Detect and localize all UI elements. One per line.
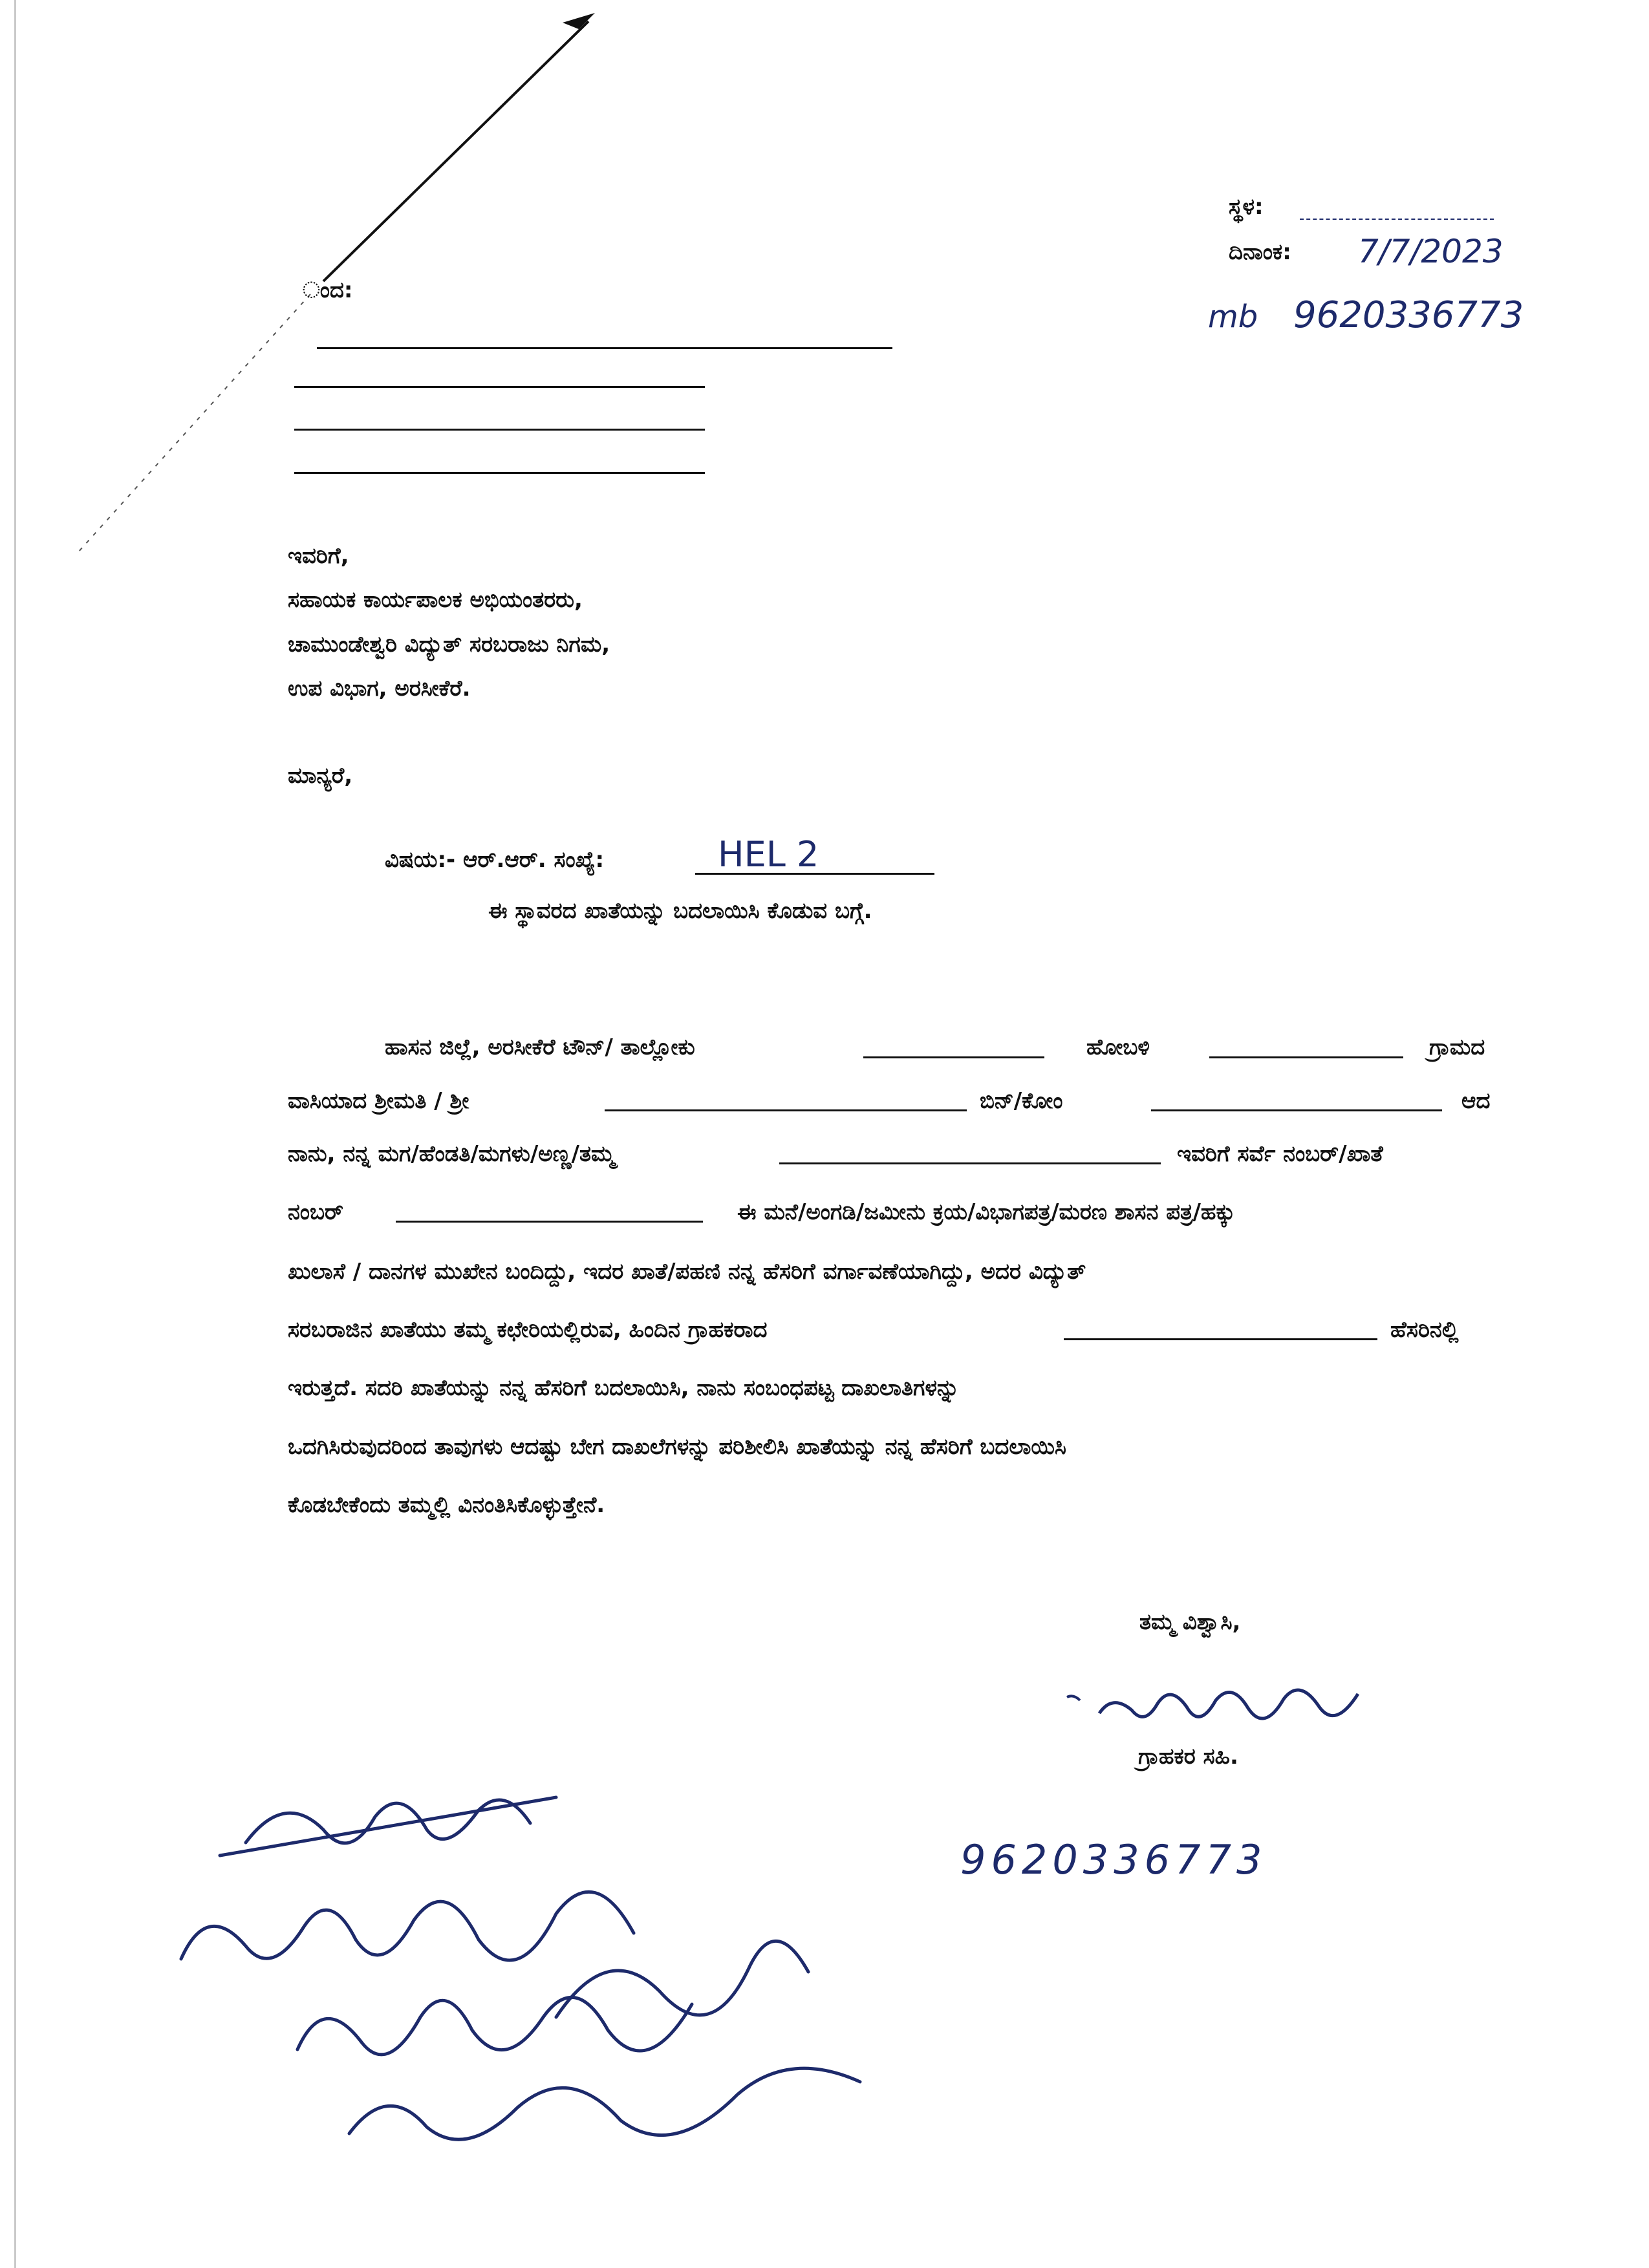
consumer-signature — [1061, 1668, 1371, 1746]
hobli-field — [1209, 1056, 1403, 1058]
body-line-8: ಒದಗಿಸಿರುವುದರಿಂದ ತಾವುಗಳು ಆದಷ್ಟು ಬೇಗ ದಾಖಲೆಗಳನ್ನು ಪರಿಶೀಲಿಸಿ ಖಾತೆಯನ್ನು ನನ್ನ ಹೆಸರಿಗೆ ಬದಲಾಯಿಸಿ — [288, 1434, 1066, 1460]
scan-edge — [14, 0, 16, 2268]
body-line-4b: ಈ ಮನೆ/ಅಂಗಡಿ/ಜಮೀನು ಕ್ರಯ/ವಿಭಾಗಪತ್ರ/ಮರಣ ಶಾಸನ ಪತ್ರ/ಹಕ್ಕು — [737, 1199, 1235, 1225]
sender-line-1 — [317, 347, 892, 349]
survey-number-field — [396, 1221, 703, 1223]
from-label: ಂದ: — [303, 277, 353, 303]
rr-number-line — [695, 873, 934, 875]
relation-field — [779, 1162, 1161, 1164]
mobile-value: 9620336773 — [1293, 294, 1524, 336]
mobile-label: mb — [1208, 299, 1258, 335]
body-line-9: ಕೊಡಬೇಕೆಂದು ತಮ್ಮಲ್ಲಿ ವಿನಂತಿಸಿಕೊಳ್ಳುತ್ತೇನೆ. — [288, 1492, 605, 1518]
body-line-3a: ನಾನು, ನನ್ನ ಮಗ/ಹೆಂಡತಿ/ಮಗಳು/ಅಣ್ಣ/ತಮ್ಮ — [288, 1141, 615, 1167]
body-line-4a: ನಂಬರ್ — [288, 1199, 343, 1225]
body-line-3b: ಇವರಿಗೆ ಸರ್ವೆ ನಂಬರ್/ಖಾತೆ — [1177, 1141, 1383, 1167]
father-husband-name-field — [1151, 1109, 1442, 1111]
taluk-field — [863, 1056, 1044, 1058]
recipient-line-2: ಚಾಮುಂಡೇಶ್ವರಿ ವಿದ್ಯುತ್ ಸರಬರಾಜು ನಿಗಮ, — [288, 632, 610, 658]
salutation: ಮಾನ್ಯರೆ, — [288, 763, 353, 789]
body-line-2b: ಬಿನ್/ಕೋಂ — [980, 1088, 1063, 1114]
body-line-1a: ಹಾಸನ ಜಿಲ್ಲೆ, ಅರಸೀಕೆರೆ ಟೌನ್/ ತಾಲ್ಲೋಕು — [385, 1034, 695, 1060]
subject-label: ವಿಷಯ:- ಆರ್.ಆರ್. ಸಂಖ್ಯೆ: — [385, 847, 605, 873]
date-label: ದಿನಾಂಕ: — [1229, 239, 1291, 265]
to-label: ಇವರಿಗೆ, — [288, 543, 349, 569]
previous-consumer-field — [1064, 1338, 1377, 1340]
applicant-name-field — [605, 1109, 967, 1111]
body-line-5: ಖುಲಾಸೆ / ದಾನಗಳ ಮುಖೇನ ಬಂದಿದ್ದು, ಇದರ ಖಾತೆ/ಪಹಣಿ ನನ್ನ ಹೆಸರಿಗೆ ವರ್ಗಾವಣೆಯಾಗಿದ್ದು, ಅದರ ವಿದ್ಯುತ್ — [288, 1259, 1086, 1285]
body-line-6a: ಸರಬರಾಜಿನ ಖಾತೆಯು ತಮ್ಮ ಕಛೇರಿಯಲ್ಲಿರುವ, ಹಿಂದಿನ ಗ್ರಾಹಕರಾದ — [288, 1317, 768, 1343]
body-line-2a: ವಾಸಿಯಾದ ಶ್ರೀಮತಿ / ಶ್ರೀ — [288, 1088, 469, 1114]
handwritten-annotation — [155, 1746, 899, 2166]
yours-faithfully: ತಮ್ಮ ವಿಶ್ವಾಸಿ, — [1139, 1609, 1241, 1635]
sender-line-3 — [294, 429, 705, 431]
body-line-6b: ಹೆಸರಿನಲ್ಲಿ — [1390, 1317, 1459, 1343]
recipient-line-3: ಉಪ ವಿಭಾಗ, ಅರಸೀಕೆರೆ. — [288, 676, 471, 701]
sender-line-2 — [294, 386, 705, 388]
sender-line-4 — [294, 472, 705, 474]
recipient-line-1: ಸಹಾಯಕ ಕಾರ್ಯಪಾಲಕ ಅಭಿಯಂತರರು, — [288, 587, 583, 613]
body-line-2c: ಆದ — [1461, 1088, 1491, 1114]
signature-caption: ಗ್ರಾಹಕರ ಸಹಿ. — [1138, 1744, 1238, 1770]
body-line-7: ಇರುತ್ತದೆ. ಸದರಿ ಖಾತೆಯನ್ನು ನನ್ನ ಹೆಸರಿಗೆ ಬದಲಾಯಿಸಿ, ನಾನು ಸಂಬಂಧಪಟ್ಟ ದಾಖಲಾತಿಗಳನ್ನು — [288, 1375, 960, 1401]
body-line-1c: ಗ್ರಾಮದ — [1429, 1034, 1485, 1060]
body-line-1b: ಹೋಬಳಿ — [1086, 1034, 1150, 1060]
subject-line-2: ಈ ಸ್ಥಾವರದ ಖಾತೆಯನ್ನು ಬದಲಾಯಿಸಿ ಕೊಡುವ ಬಗ್ಗೆ. — [488, 898, 872, 924]
footer-phone-number: 9620336773 — [960, 1836, 1267, 1883]
date-value: 7/7/2023 — [1358, 233, 1503, 270]
place-label: ಸ್ಥಳ: — [1229, 194, 1264, 220]
rr-number-value: HEL 2 — [718, 834, 819, 875]
place-value-field — [1300, 219, 1494, 220]
